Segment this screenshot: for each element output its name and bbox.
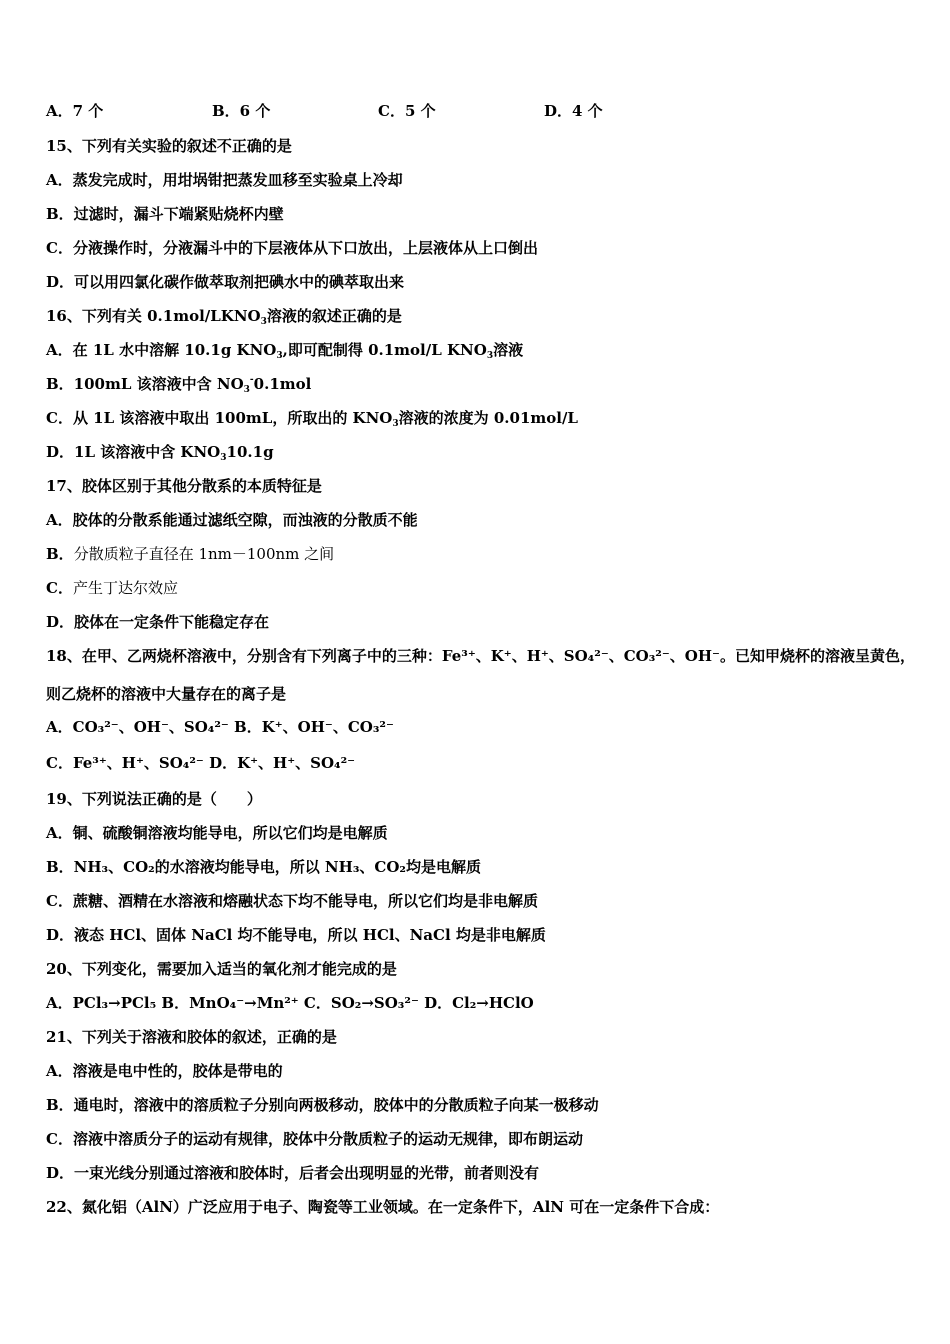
q20-options[interactable]: A．PCl₃→PCl₅ B．MnO₄⁻→Mn²⁺ C．SO₂→SO₃²⁻ D．Cl₂→HClO xyxy=(46,994,534,1012)
q16-option-d[interactable] xyxy=(46,442,274,462)
q16-option-c[interactable] xyxy=(46,408,578,428)
q16-a-part: A．在 1L 水中溶解 10.1g KNO xyxy=(46,341,277,359)
q18-options-cd[interactable]: C．Fe³⁺、H⁺、SO₄²⁻ D．K⁺、H⁺、SO₄²⁻ xyxy=(46,754,356,772)
q14-option-d[interactable]: D．4 个 xyxy=(544,102,603,120)
q16-c-part: C．从 1L 该溶液中取出 100mL，所取出的 KNO xyxy=(46,409,393,427)
q16-a-part: 溶液 xyxy=(493,341,524,359)
q20-stem: 20、下列变化，需要加入适当的氧化剂才能完成的是 xyxy=(46,960,397,978)
q18-stem-line2: 则乙烧杯的溶液中大量存在的离子是 xyxy=(46,685,287,703)
subscript: 3 xyxy=(260,317,267,327)
subscript: 3 xyxy=(276,351,283,361)
q16-a-part: ,即可配制得 0.1mol/L KNO xyxy=(282,341,487,359)
q17-option-a[interactable]: A．胶体的分散系能通过滤纸空隙，而浊液的分散质不能 xyxy=(46,511,418,529)
subscript: 3 xyxy=(243,385,250,395)
q15-option-c[interactable]: C．分液操作时，分液漏斗中的下层液体从下口放出，上层液体从上口倒出 xyxy=(46,239,538,257)
q21-option-a[interactable]: A．溶液是电中性的，胶体是带电的 xyxy=(46,1062,283,1080)
subscript: 3 xyxy=(220,453,227,463)
q16-option-a[interactable] xyxy=(46,340,523,360)
q16-option-b[interactable] xyxy=(46,374,311,394)
superscript: - xyxy=(249,375,254,385)
q16-number: 16、 xyxy=(46,307,82,325)
q18-options-ab[interactable]: A．CO₃²⁻、OH⁻、SO₄²⁻ B．K⁺、OH⁻、CO₃²⁻ xyxy=(46,718,394,736)
q16-stem-part: 下列有关 0.1mol/LKNO xyxy=(81,307,261,325)
q16-d-part: 10.1g xyxy=(226,443,274,461)
q19-option-b[interactable]: B．NH₃、CO₂的水溶液均能导电，所以 NH₃、CO₂均是电解质 xyxy=(46,858,481,876)
q19-stem: 19、下列说法正确的是（ ） xyxy=(46,790,262,808)
q14-option-b[interactable]: B．6 个 xyxy=(212,102,271,120)
q16-b-part: B．100mL 该溶液中含 NO xyxy=(46,375,244,393)
q15-option-b[interactable]: B．过滤时，漏斗下端紧贴烧杯内壁 xyxy=(46,205,284,223)
q21-option-c[interactable]: C．溶液中溶质分子的运动有规律，胶体中分散质粒子的运动无规律，即布朗运动 xyxy=(46,1130,583,1148)
q16-c-part: 溶液的浓度为 0.01mol/L xyxy=(398,409,578,427)
q14-option-c[interactable]: C．5 个 xyxy=(378,102,436,120)
q16-d-part: D．1L 该溶液中含 KNO xyxy=(46,443,221,461)
q16-stem-part: 溶液的叙述正确的是 xyxy=(266,307,402,325)
q14-options xyxy=(46,101,710,121)
q19-option-d[interactable]: D．液态 HCl、固体 NaCl 均不能导电，所以 HCl、NaCl 均是非电解质 xyxy=(46,926,546,944)
q17-c-text: 产生丁达尔效应 xyxy=(72,579,178,597)
q17-c-label: C． xyxy=(46,579,73,597)
subscript: 3 xyxy=(392,419,399,429)
q16-stem xyxy=(46,306,402,326)
q14-option-a[interactable]: A．7 个 xyxy=(46,102,104,120)
q21-option-d[interactable]: D．一束光线分别通过溶液和胶体时，后者会出现明显的光带，前者则没有 xyxy=(46,1164,540,1182)
q22-stem: 22、氮化铝（AlN）广泛应用于电子、陶瓷等工业领域。在一定条件下，AlN 可在一定条件下合成： xyxy=(46,1198,720,1216)
q19-option-a[interactable]: A．铜、硫酸铜溶液均能导电，所以它们均是电解质 xyxy=(46,824,388,842)
subscript: 3 xyxy=(486,351,494,361)
q17-b-label: B． xyxy=(46,545,74,563)
q18-stem-line1: 18、在甲、乙两烧杯溶液中，分别含有下列离子中的三种：Fe³⁺、K⁺、H⁺、SO₄²⁻、CO₃²⁻、OH⁻。已知甲烧杯的溶液呈黄色， xyxy=(46,647,915,665)
q17-option-c[interactable] xyxy=(46,578,178,598)
q21-stem: 21、下列关于溶液和胶体的叙述，正确的是 xyxy=(46,1028,337,1046)
q21-option-b[interactable]: B．通电时，溶液中的溶质粒子分别向两极移动，胶体中的分散质粒子向某一极移动 xyxy=(46,1096,599,1114)
q19-option-c[interactable]: C．蔗糖、酒精在水溶液和熔融状态下均不能导电，所以它们均是非电解质 xyxy=(46,892,538,910)
q15-option-d[interactable]: D．可以用四氯化碳作做萃取剂把碘水中的碘萃取出来 xyxy=(46,273,405,291)
q17-option-b[interactable] xyxy=(46,544,334,564)
q15-stem: 15、下列有关实验的叙述不正确的是 xyxy=(46,137,292,155)
q17-b-text: 分散质粒子直径在 1nm－100nm 之间 xyxy=(73,545,335,563)
q15-option-a[interactable]: A．蒸发完成时，用坩埚钳把蒸发皿移至实验桌上冷却 xyxy=(46,171,403,189)
q17-stem: 17、胶体区别于其他分散系的本质特征是 xyxy=(46,477,322,495)
q16-b-part: 0.1mol xyxy=(253,375,312,393)
q17-option-d[interactable]: D．胶体在一定条件下能稳定存在 xyxy=(46,613,270,631)
